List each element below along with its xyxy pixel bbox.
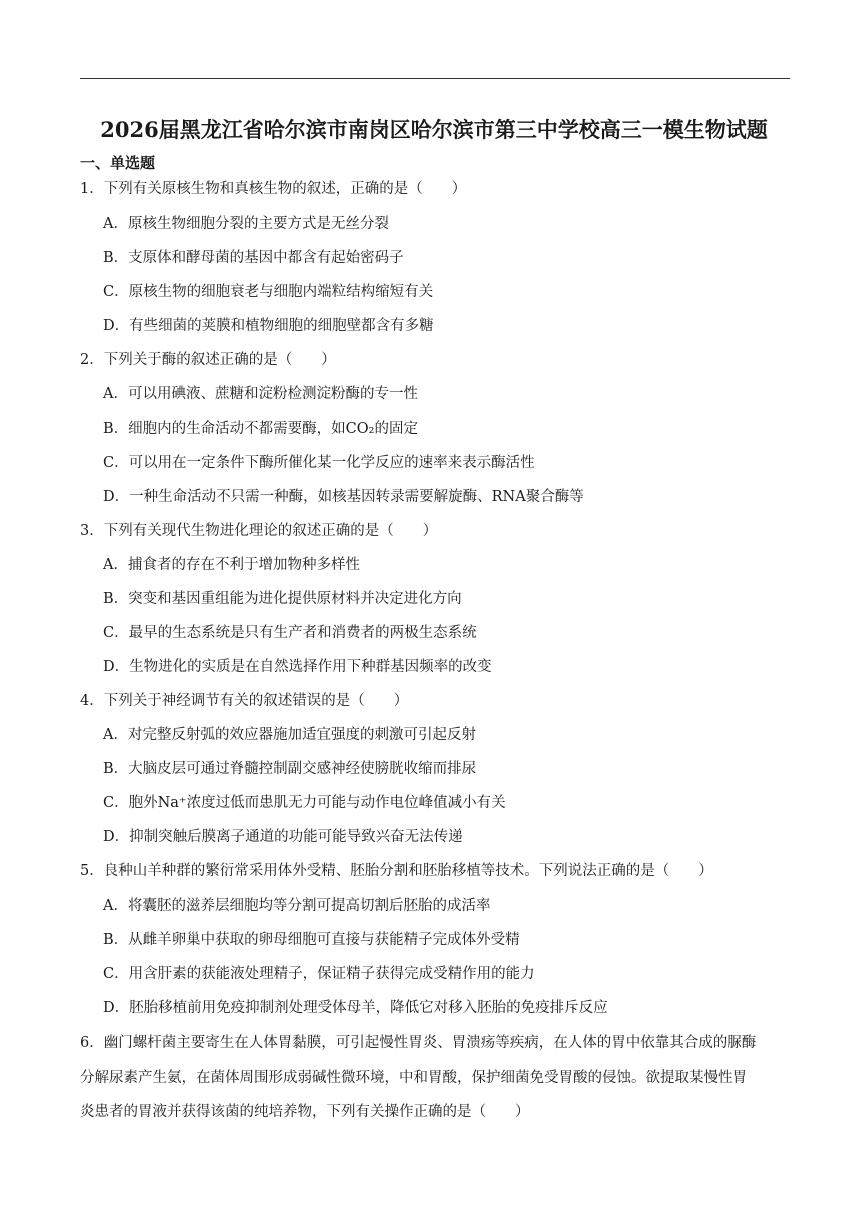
option: C．可以用在一定条件下酶所催化某一化学反应的速率来表示酶活性 bbox=[103, 455, 535, 471]
option: C．最早的生态系统是只有生产者和消费者的两极生态系统 bbox=[103, 625, 477, 641]
option: B．从雌羊卵巢中获取的卵母细胞可直接与获能精子完成体外受精 bbox=[103, 932, 520, 948]
question-stem-line: 炎患者的胃液并获得该菌的纯培养物，下列有关操作正确的是（ ） bbox=[80, 1104, 530, 1120]
option: D．抑制突触后膜离子通道的功能可能导致兴奋无法传递 bbox=[103, 829, 463, 845]
option: C．用含肝素的获能液处理精子，保证精子获得完成受精作用的能力 bbox=[103, 966, 535, 982]
option: D．一种生命活动不只需一种酶，如核基因转录需要解旋酶、RNA聚合酶等 bbox=[103, 489, 584, 505]
question-stem: 1．下列有关原核生物和真核生物的叙述，正确的是（ ） bbox=[80, 181, 467, 197]
option: B．支原体和酵母菌的基因中都含有起始密码子 bbox=[103, 250, 404, 266]
option: C．原核生物的细胞衰老与细胞内端粒结构缩短有关 bbox=[103, 284, 434, 300]
option: A．可以用碘液、蔗糖和淀粉检测淀粉酶的专一性 bbox=[103, 386, 418, 402]
exam-title: 2026届黑龙江省哈尔滨市南岗区哈尔滨市第三中学校高三一模生物试题 bbox=[100, 117, 768, 142]
option: A．对完整反射弧的效应器施加适宜强度的刺激可引起反射 bbox=[103, 727, 476, 743]
section-heading: 一、单选题 bbox=[80, 154, 156, 172]
question-stem-line: 分解尿素产生氨，在菌体周围形成弱碱性微环境，中和胃酸，保护细菌免受胃酸的侵蚀。欲提取某慢性胃 bbox=[80, 1070, 747, 1086]
header-rule bbox=[80, 78, 790, 79]
option: A．捕食者的存在不利于增加物种多样性 bbox=[103, 557, 360, 573]
option: B．突变和基因重组能为进化提供原材料并决定进化方向 bbox=[103, 591, 462, 607]
question-stem: 3．下列有关现代生物进化理论的叙述正确的是（ ） bbox=[80, 523, 438, 539]
option: C．胞外Na⁺浓度过低而患肌无力可能与动作电位峰值减小有关 bbox=[103, 795, 506, 811]
option: D．胚胎移植前用免疫抑制剂处理受体母羊，降低它对移入胚胎的免疫排斥反应 bbox=[103, 1000, 608, 1016]
option: B．细胞内的生命活动不都需要酶，如CO₂的固定 bbox=[103, 421, 418, 437]
option: A．将囊胚的滋养层细胞均等分割可提高切割后胚胎的成活率 bbox=[103, 898, 491, 914]
question-stem: 2．下列关于酶的叙述正确的是（ ） bbox=[80, 352, 336, 368]
question-stem: 5．良种山羊种群的繁衍常采用体外受精、胚胎分割和胚胎移植等技术。下列说法正确的是（ ） bbox=[80, 863, 713, 879]
option: D．有些细菌的荚膜和植物细胞的细胞壁都含有多糖 bbox=[103, 318, 434, 334]
option: A．原核生物细胞分裂的主要方式是无丝分裂 bbox=[103, 216, 389, 232]
question-stem-line: 6．幽门螺杆菌主要寄生在人体胃黏膜，可引起慢性胃炎、胃溃疡等疾病，在人体的胃中依靠其合成的脲酶 bbox=[80, 1035, 757, 1051]
option: D．生物进化的实质是在自然选择作用下种群基因频率的改变 bbox=[103, 659, 492, 675]
option: B．大脑皮层可通过脊髓控制副交感神经使膀胱收缩而排尿 bbox=[103, 761, 477, 777]
question-stem: 4．下列关于神经调节有关的叙述错误的是（ ） bbox=[80, 693, 409, 709]
